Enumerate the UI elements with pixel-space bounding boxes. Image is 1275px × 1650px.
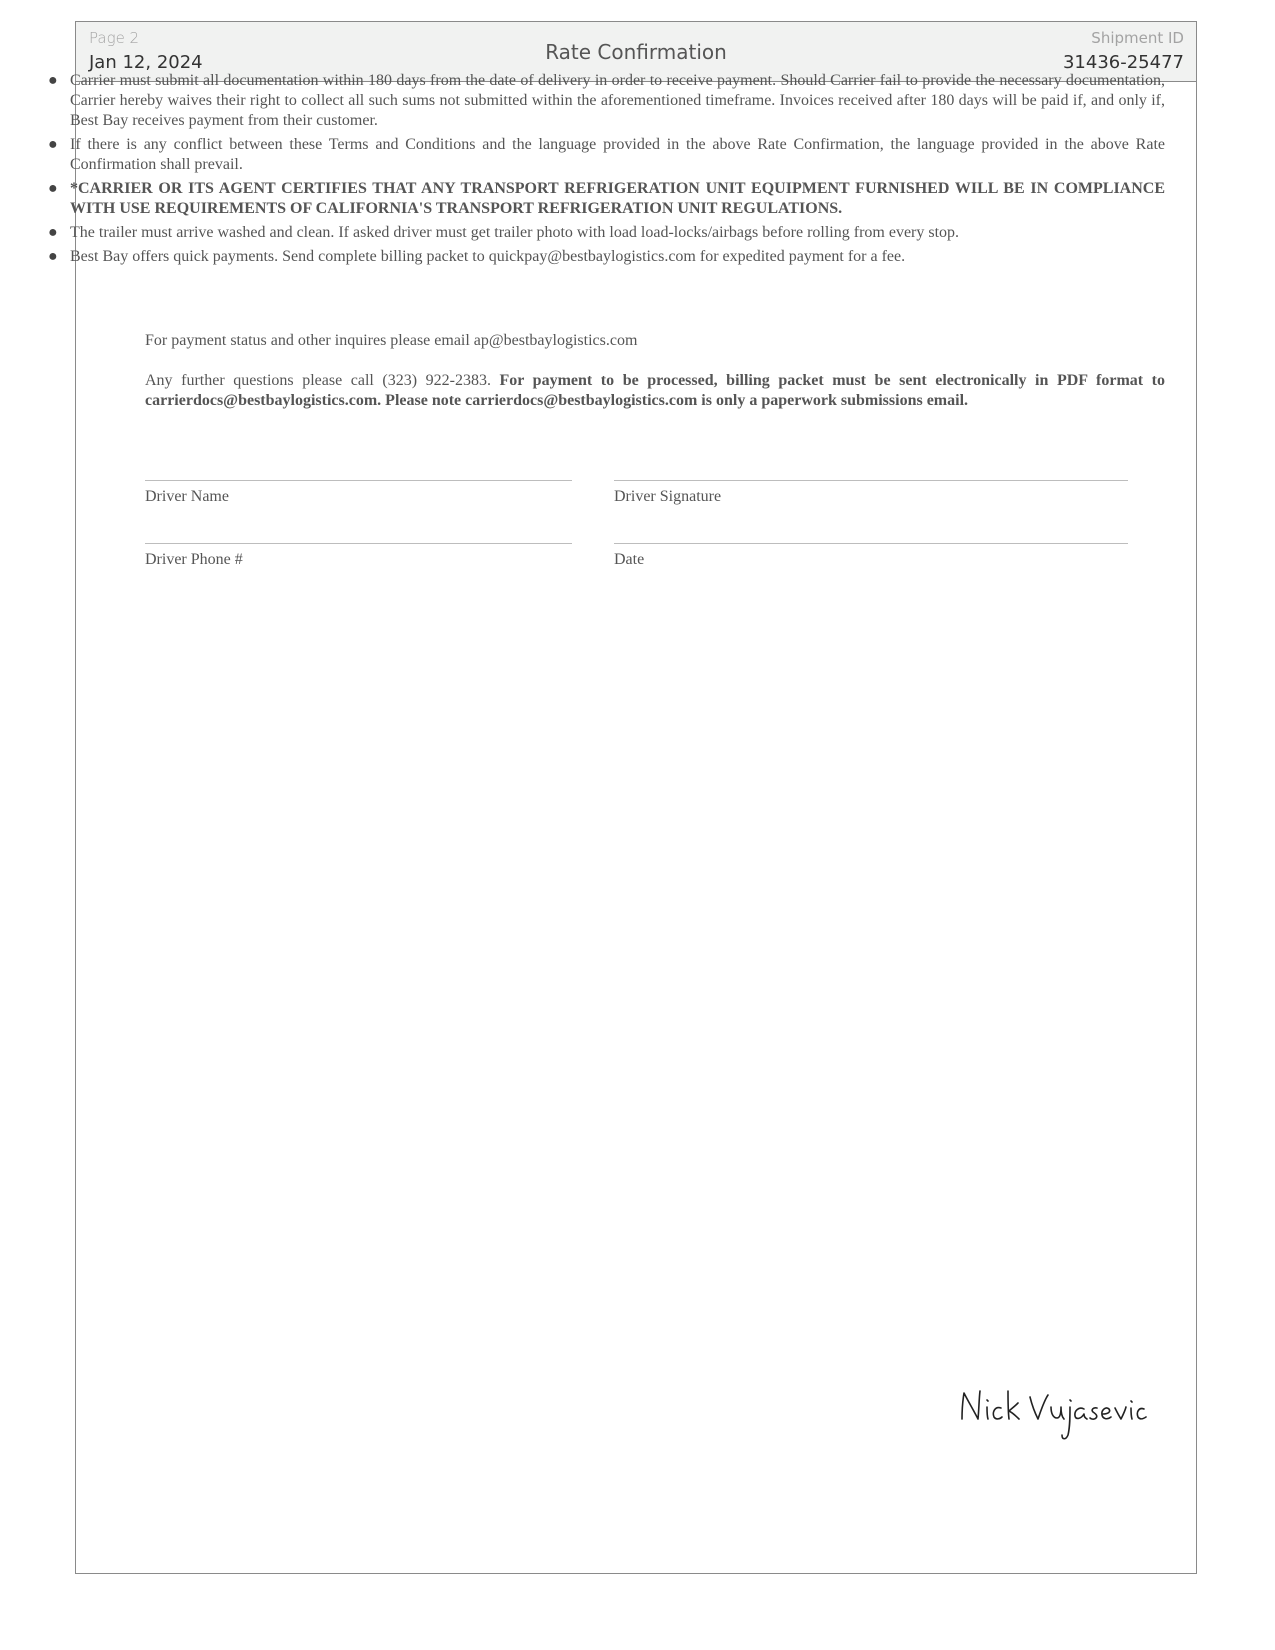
term-item <box>48 223 1165 243</box>
term-item <box>48 247 1165 267</box>
driver-signature-label: Driver Signature <box>614 488 722 505</box>
document-title: Rate Confirmation <box>545 40 727 64</box>
term-item <box>48 179 1165 219</box>
term-text: The trailer must arrive washed and clean. If asked driver must get trailer photo with load load-locks/airbags before rolling from every stop. <box>70 224 960 241</box>
driver-name-line <box>145 480 572 481</box>
page-number: Page 2 <box>89 29 140 47</box>
driver-signature-line <box>614 480 1128 481</box>
shipment-id-value: 31436-25477 <box>1062 52 1184 73</box>
payment-status-note: For payment status and other inquires please email ap@bestbaylogistics.com <box>145 332 638 349</box>
shipment-id-label: Shipment ID <box>1091 29 1184 47</box>
bullet-icon: ● <box>48 180 58 197</box>
driver-name-label: Driver Name <box>145 488 229 505</box>
document-date: Jan 12, 2024 <box>89 52 203 73</box>
bullet-icon: ● <box>48 248 58 265</box>
term-item <box>48 135 1165 175</box>
terms-list <box>48 71 1165 271</box>
term-text: Carrier must submit all documentation within 180 days from the date of delivery in order to receive payment. Should Carrier fail to provide the necessary documentation, Carrier hereby waives their right to collect all such sums not submitted within the aforementioned timeframe. Invoices received after 180 days will be paid if, and only if, Best Bay receives payment from their customer. <box>70 72 1165 129</box>
bullet-icon: ● <box>48 136 58 153</box>
driver-phone-label: Driver Phone # <box>145 551 243 568</box>
handwritten-signature <box>958 1385 1148 1443</box>
questions-note <box>145 371 1165 411</box>
term-text: *CARRIER OR ITS AGENT CERTIFIES THAT ANY TRANSPORT REFRIGERATION UNIT EQUIPMENT FURNISHED WILL BE IN COMPLIANCE WITH USE REQUIREMENTS OF CALIFORNIA'S TRANSPORT REFRIGERATION UNIT REGULATIONS. <box>70 180 1165 217</box>
term-text: Best Bay offers quick payments. Send complete billing packet to quickpay@bestbaylogistics.com for expedited payment for a fee. <box>70 248 906 265</box>
term-text: If there is any conflict between these Terms and Conditions and the language provided in the above Rate Confirmation, the language provided in the above Rate Confirmation shall prevail. <box>70 136 1165 173</box>
bullet-icon: ● <box>48 72 58 89</box>
driver-phone-line <box>145 543 572 544</box>
bullet-icon: ● <box>48 224 58 241</box>
questions-bold-text: For payment to be processed, billing packet must be sent electronically in PDF format to carrierdocs@bestbaylogistics.com. Please note carrierdocs@bestbaylogistics.com is only a paperwork submissions email. <box>145 372 1165 409</box>
questions-text: Any further questions please call (323) 922-2383. <box>145 372 500 389</box>
date-line <box>614 543 1128 544</box>
date-label: Date <box>614 551 645 568</box>
term-item <box>48 71 1165 131</box>
